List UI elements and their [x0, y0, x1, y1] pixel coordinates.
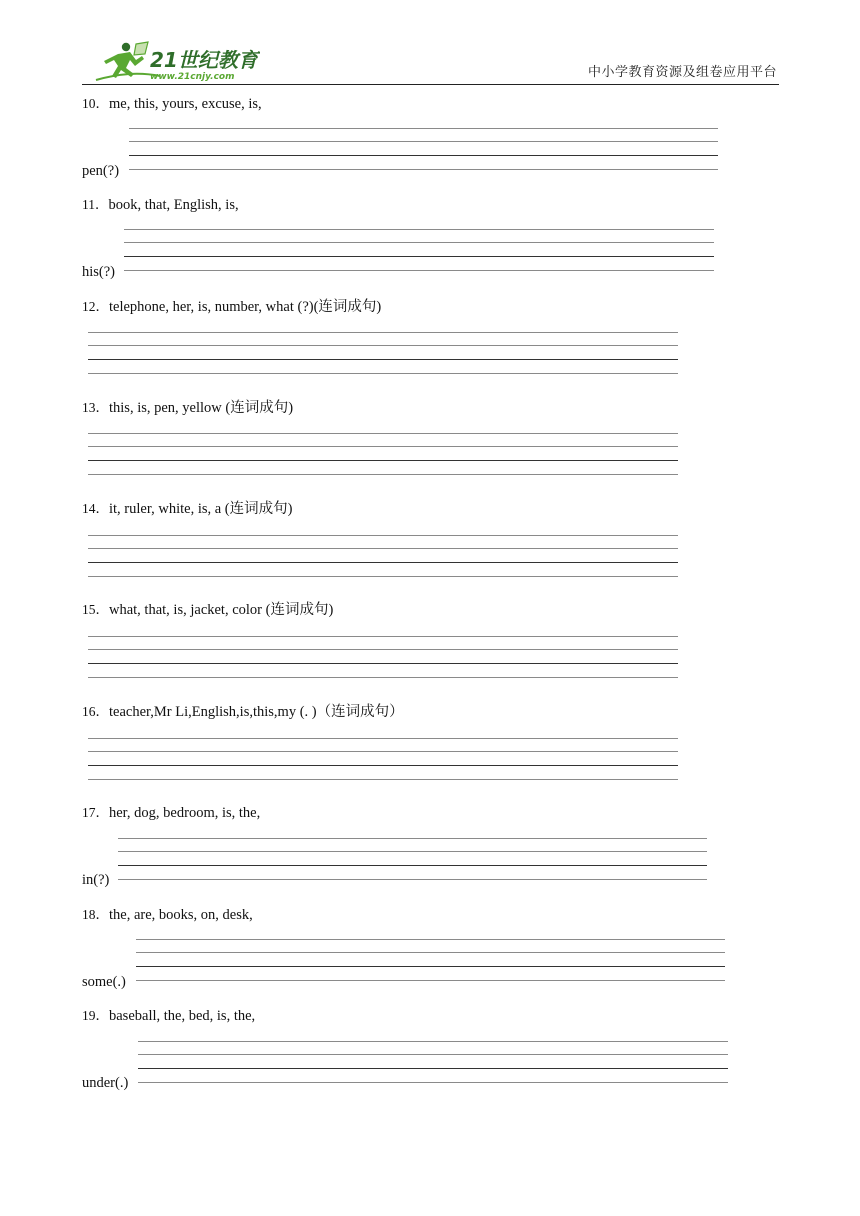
question-13: [82, 396, 782, 486]
page-header: [82, 38, 779, 85]
question-18: [82, 903, 782, 993]
question-14: [82, 497, 782, 587]
question-words: the, are, books, on, desk,: [109, 907, 253, 923]
question-11: [82, 193, 782, 283]
question-number: 16．: [82, 704, 109, 719]
question-12: [82, 295, 782, 385]
question-text: [82, 598, 333, 619]
answer-lines[interactable]: [136, 939, 725, 983]
sentence-ending: in(?): [82, 872, 110, 888]
question-text: [82, 396, 293, 417]
question-words: her, dog, bedroom, is, the,: [109, 805, 261, 821]
sentence-ending: under(.): [82, 1075, 129, 1091]
question-words: telephone, her, is, number, what (?)(连词成句): [109, 299, 382, 315]
answer-lines[interactable]: [124, 229, 714, 273]
question-number: 15．: [82, 602, 109, 617]
question-words: teacher,Mr Li,English,is,this,my (. )（连词成句）: [109, 704, 404, 720]
question-number: 10．: [82, 96, 109, 111]
answer-lines[interactable]: [129, 128, 718, 172]
platform-title: 中小学教育资源及组卷应用平台: [587, 65, 777, 80]
question-text: [82, 295, 381, 316]
sentence-ending: pen(?): [82, 163, 120, 179]
question-words: book, that, English, is,: [108, 197, 239, 213]
question-number: 13．: [82, 400, 109, 415]
answer-lines[interactable]: [88, 738, 678, 782]
question-text: [82, 700, 404, 721]
question-text: [82, 92, 262, 113]
logo-21cnjy: [90, 40, 260, 82]
question-16: [82, 700, 782, 790]
answer-lines[interactable]: [88, 433, 678, 477]
sentence-ending: his(?): [82, 264, 116, 280]
question-text: [82, 903, 253, 924]
question-19: [82, 1004, 782, 1094]
question-words: it, ruler, white, is, a (连词成句): [109, 501, 293, 517]
question-text: [82, 193, 239, 214]
question-text: [82, 1004, 255, 1025]
logo-text: 21世纪教育: [150, 48, 258, 72]
answer-lines[interactable]: [88, 332, 678, 376]
question-number: 18．: [82, 907, 109, 922]
question-10: [82, 92, 782, 182]
question-number: 19．: [82, 1008, 109, 1023]
answer-lines[interactable]: [138, 1041, 728, 1085]
answer-lines[interactable]: [88, 535, 678, 579]
question-number: 17．: [82, 805, 109, 820]
question-17: [82, 801, 782, 891]
question-text: [82, 801, 260, 822]
question-15: [82, 598, 782, 688]
question-words: me, this, yours, excuse, is,: [109, 96, 262, 112]
answer-lines[interactable]: [118, 838, 707, 882]
question-words: what, that, is, jacket, color (连词成句): [109, 602, 334, 618]
answer-lines[interactable]: [88, 636, 678, 680]
question-number: 12．: [82, 299, 109, 314]
question-text: [82, 497, 292, 518]
question-words: this, is, pen, yellow (连词成句): [109, 400, 294, 416]
question-words: baseball, the, bed, is, the,: [109, 1008, 256, 1024]
logo-url: www.21cnjy.com: [150, 72, 235, 82]
question-number: 11．: [82, 197, 109, 212]
question-number: 14．: [82, 501, 109, 516]
sentence-ending: some(.): [82, 974, 126, 990]
